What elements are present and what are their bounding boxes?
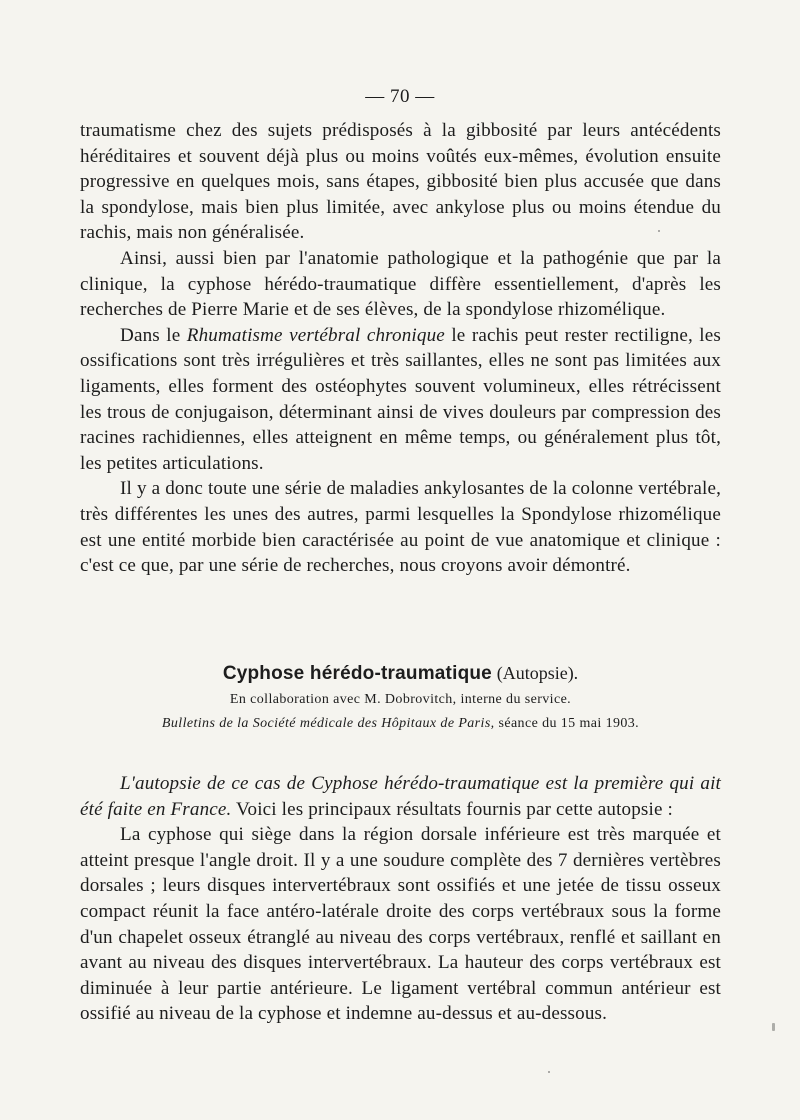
section-title-line xyxy=(80,661,721,686)
scan-speck xyxy=(548,1071,550,1073)
paragraph-3-italic: Rhumatisme vertébral chronique xyxy=(186,324,445,346)
source-line xyxy=(80,714,721,734)
paragraph-6: La cyphose qui siège dans la région dorsale inférieure est très marquée et atteint presque l'angle droit. Il y a une soudure complète des 7 dernières vertèbres dorsales ; leurs disques intervertébraux sont ossifiés et une jetée de tissu osseux compact réunit la face antéro-latérale droite des corps vertébraux sous la forme d'un chapelet osseux étranglé au niveau des corps vertébraux, renflé et saillant en avant au niveau des disques intervertébraux. La hauteur des corps vertébraux est diminuée à leur partie antérieure. Le ligament vertébral commun antérieur est ossifié au niveau de la cyphose et indemne au-dessus et au-dessous. xyxy=(80,824,721,1025)
scan-mark xyxy=(772,1023,775,1031)
section-title-note: (Autopsie). xyxy=(496,663,579,683)
scan-speck xyxy=(658,230,660,232)
paragraph-3-suffix: le rachis peut rester rectiligne, les ossifications sont très irrégulières et très saillantes, elles ne sont pas limitées aux ligaments, elles forment des ostéophytes souvent volumineux, elles rétrécissent les trous de conjugaison, déterminant ainsi de vives douleurs par compression des racines rachidiennes, elles atteignent en même temps, ou généralement plus tôt, les petites articulations. xyxy=(80,324,721,474)
section-header xyxy=(80,661,721,734)
paragraph-5 xyxy=(80,771,721,822)
paragraph-4: Il y a donc toute une série de maladies ankylosantes de la colonne vertébrale, très différentes les unes des autres, parmi lesquelles la Spondylose rhizomélique est une entité morbide bien caractérisée au point de vue anatomique et clinique : c'est ce que, par une série de recherches, nous croyons avoir démontré. xyxy=(80,478,721,577)
collaboration-line: En collaboration avec M. Dobrovitch, interne du service. xyxy=(229,692,572,707)
paragraph-5-italic: L'autopsie de ce cas de Cyphose hérédo-traumatique est la première qui ait été faite en France. xyxy=(80,773,721,820)
paragraph-5-suffix: Voici les principaux résultats fournis par cette autopsie : xyxy=(231,798,673,820)
bottom-text-block xyxy=(80,771,721,1027)
top-text-block xyxy=(80,118,721,579)
paragraph-3-prefix: Dans le xyxy=(120,324,187,346)
paragraph-2: Ainsi, aussi bien par l'anatomie pathologique et la pathogénie que par la clinique, la cyphose hérédo-traumatique diffère essentiellement, d'après les recherches de Pierre Marie et de ses élèves, de la spondylose rhizomélique. xyxy=(80,247,721,321)
paragraph-1: traumatisme chez des sujets prédisposés à la gibbosité par leurs antécédents héréditaires et souvent déjà plus ou moins voûtés eux-mêmes, évolution ensuite progressive en quelques mois, sans étapes, gibbosité bien plus accusée que dans la spondylose, mais bien plus limitée, avec ankylose plus ou moins étendue du rachis, mais non généralisée. xyxy=(80,120,721,244)
source-title: Bulletins de la Société médicale des Hôpitaux de Paris, xyxy=(161,716,495,731)
source-date: séance du 15 mai 1903. xyxy=(494,716,640,731)
section-title: Cyphose hérédo-traumatique xyxy=(222,663,492,684)
page-number: — 70 — xyxy=(365,86,435,107)
paragraph-3 xyxy=(80,323,721,477)
